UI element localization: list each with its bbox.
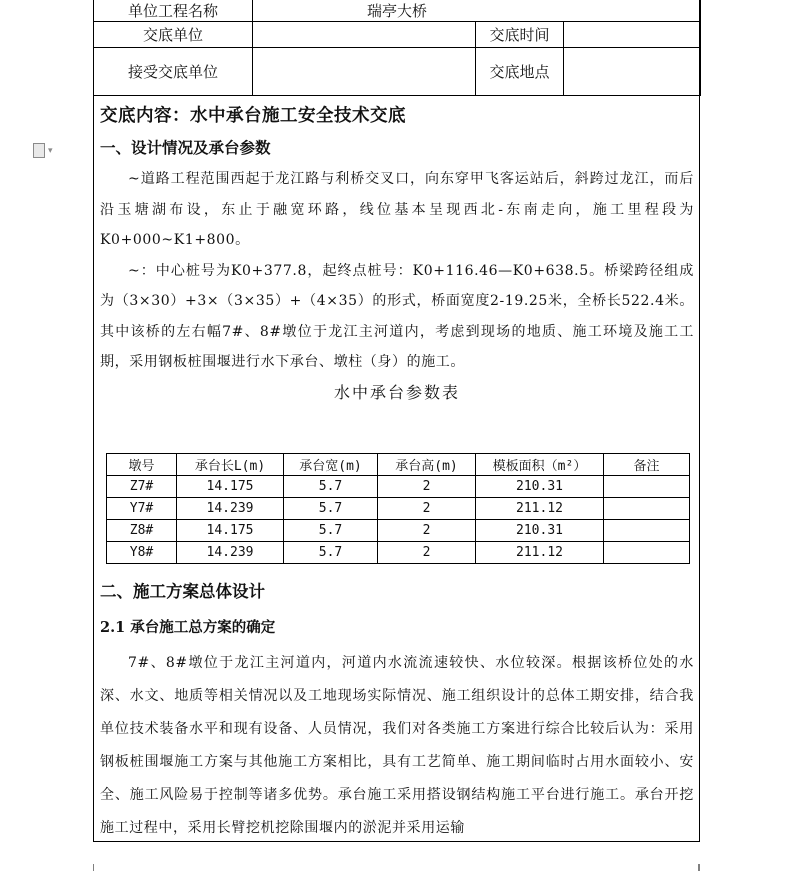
section2-subheading: 2.1 承台施工总方案的确定	[100, 619, 276, 636]
table-cell: 2	[378, 476, 476, 498]
section2-heading: 二、施工方案总体设计	[100, 582, 265, 601]
section1-paragraph-2: ~：中心桩号为K0+377.8，起终点桩号：K0+116.46—K0+638.5。桥梁跨径组成为（3×30）+3×（3×35）+（4×35）的形式，桥面宽度2-19.25米，全桥长522.4米。其中该桥的左右幅7#、8#墩位于龙江主河道内，考虑到现场的地质、施工环境及施工工期，采用钢板桩围堰进行水下承台、墩柱（身）的施工。	[100, 262, 694, 370]
table-cell	[604, 542, 690, 564]
params-table	[106, 453, 690, 564]
disclosure-unit-value[interactable]	[253, 22, 476, 48]
col-header-pier: 墩号	[107, 454, 177, 476]
col-header-length: 承台长L(m)	[177, 454, 284, 476]
content-section-2	[100, 575, 694, 845]
table-cell: 211.12	[476, 498, 604, 520]
table-cell: 5.7	[284, 542, 378, 564]
table-cell: 2	[378, 520, 476, 542]
table-cell: 2	[378, 542, 476, 564]
table-cell: Z7#	[107, 476, 177, 498]
table-row	[107, 542, 690, 564]
table-cell: 2	[378, 498, 476, 520]
table-cell: 14.175	[177, 476, 284, 498]
table-cell: Y8#	[107, 542, 177, 564]
header-table	[93, 0, 701, 96]
table-row	[107, 498, 690, 520]
document-menu-icon[interactable]	[33, 143, 53, 158]
table-cell	[604, 520, 690, 542]
disclosure-time-value[interactable]	[564, 22, 701, 48]
disclosure-time-label: 交底时间	[476, 22, 564, 48]
col-header-remarks: 备注	[604, 454, 690, 476]
disclosure-location-value[interactable]	[564, 48, 701, 96]
section1-paragraph-1: ~道路工程范围西起于龙江路与利桥交叉口，向东穿甲飞客运站后，斜跨过龙江，而后沿玉塘湖布设，东止于融宽环路，线位基本呈现西北-东南走向，施工里程段为K0+000~K1+800。	[100, 171, 694, 248]
table-cell: 5.7	[284, 498, 378, 520]
table-row	[107, 476, 690, 498]
params-table-header-row	[107, 454, 690, 476]
col-header-formwork-area: 模板面积（m²）	[476, 454, 604, 476]
unit-project-name-label: 单位工程名称	[94, 0, 253, 22]
table-cell: 5.7	[284, 520, 378, 542]
unit-project-name-value: 瑞亭大桥	[253, 0, 701, 22]
document-icon	[33, 143, 45, 158]
receiving-unit-value[interactable]	[253, 48, 476, 96]
table-cell: Y7#	[107, 498, 177, 520]
disclosure-unit-label: 交底单位	[94, 22, 253, 48]
chevron-down-icon: ▾	[48, 145, 53, 156]
table-cell	[604, 476, 690, 498]
col-header-height: 承台高(m)	[378, 454, 476, 476]
content-section-1	[100, 100, 694, 408]
page-bottom-marks	[93, 864, 700, 871]
table-cell: 14.239	[177, 542, 284, 564]
table-cell: 5.7	[284, 476, 378, 498]
table-row	[107, 520, 690, 542]
table-cell: 211.12	[476, 542, 604, 564]
table-cell: 14.175	[177, 520, 284, 542]
col-header-width: 承台宽(m)	[284, 454, 378, 476]
section1-heading: 一、设计情况及承台参数	[100, 138, 271, 157]
table-cell: Z8#	[107, 520, 177, 542]
params-table-caption: 水中承台参数表	[333, 382, 460, 402]
table-cell: 210.31	[476, 476, 604, 498]
receiving-unit-label: 接受交底单位	[94, 48, 253, 96]
section2-paragraph: 7#、8#墩位于龙江主河道内，河道内水流流速较快、水位较深。根据该桥位处的水深、水文、地质等相关情况以及工地现场实际情况、施工组织设计的总体工期安排，结合我单位技术装备水平和现有设备、人员情况，我们对各类施工方案进行综合比较后认为：采用钢板桩围堰施工方案与其他施工方案相比，具有工艺简单、施工期间临时占用水面较小、安全、施工风险易于控制等诸多优势。承台施工采用搭设钢结构施工平台进行施工。承台开挖施工过程中，采用长臂挖机挖除围堰内的淤泥并采用运输	[100, 655, 694, 836]
table-cell	[604, 498, 690, 520]
disclosure-location-label: 交底地点	[476, 48, 564, 96]
table-cell: 14.239	[177, 498, 284, 520]
content-title: 交底内容：水中承台施工安全技术交底	[100, 106, 406, 126]
table-cell: 210.31	[476, 520, 604, 542]
